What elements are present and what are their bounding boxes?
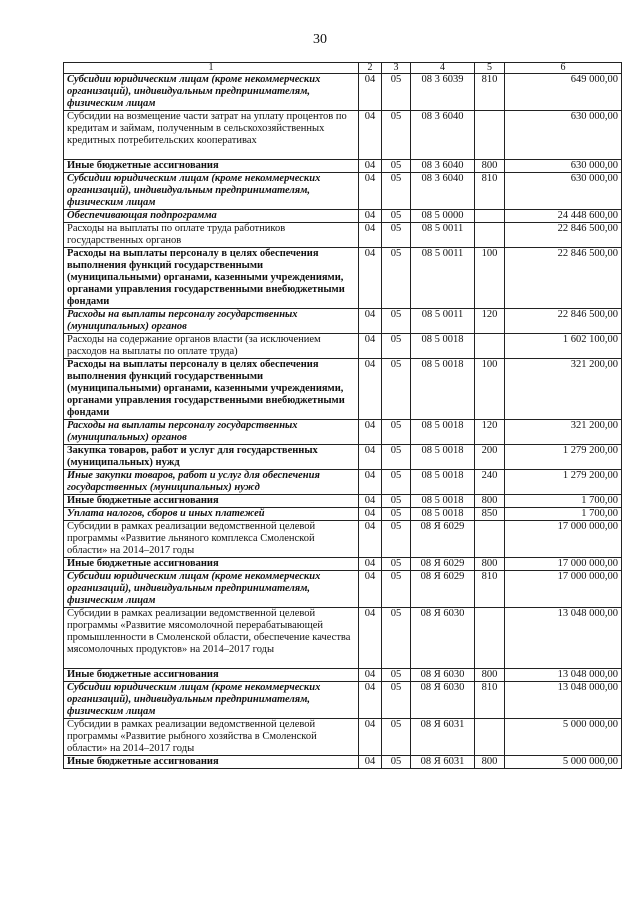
- table-row: [64, 521, 622, 558]
- expense-type-cell: 810: [475, 571, 505, 608]
- target-article-cell: 08 5 0018: [411, 445, 475, 470]
- target-article-cell: 08 Я 6031: [411, 719, 475, 756]
- table-row: [64, 111, 622, 160]
- table-header-row: [64, 63, 622, 74]
- row-name-cell: Расходы на выплаты персоналу в целях обеспечения выполнения функций государственными (муниципальными) органами, казенными учреждениями, органами управления государственными внебюджетными фондами: [64, 248, 359, 309]
- subsection-code-cell: 05: [382, 160, 411, 173]
- subsection-code-cell: 05: [382, 682, 411, 719]
- subsection-code-cell: 05: [382, 420, 411, 445]
- table-row: [64, 334, 622, 359]
- section-code-cell: 04: [359, 719, 382, 756]
- target-article-cell: 08 5 0018: [411, 359, 475, 420]
- section-code-cell: 04: [359, 571, 382, 608]
- target-article-cell: 08 5 0018: [411, 508, 475, 521]
- expense-type-cell: 850: [475, 508, 505, 521]
- expense-type-cell: 810: [475, 74, 505, 111]
- row-name-cell: Расходы на выплаты по оплате труда работников государственных органов: [64, 223, 359, 248]
- row-name-cell: Расходы на выплаты персоналу государственных (муниципальных) органов: [64, 309, 359, 334]
- amount-cell: 13 048 000,00: [505, 682, 622, 719]
- subsection-code-cell: 05: [382, 210, 411, 223]
- section-code-cell: 04: [359, 558, 382, 571]
- expense-type-cell: 120: [475, 309, 505, 334]
- subsection-code-cell: 05: [382, 359, 411, 420]
- row-name-cell: Субсидии юридическим лицам (кроме некоммерческих организаций), индивидуальным предпринимателям, физическим лицам: [64, 682, 359, 719]
- section-code-cell: 04: [359, 223, 382, 248]
- amount-cell: 17 000 000,00: [505, 558, 622, 571]
- subsection-code-cell: 05: [382, 571, 411, 608]
- row-name-cell: Обеспечивающая подпрограмма: [64, 210, 359, 223]
- table-row: [64, 470, 622, 495]
- table-row: [64, 160, 622, 173]
- expense-type-cell: 810: [475, 173, 505, 210]
- row-name-cell: Субсидии в рамках реализации ведомственной целевой программы «Развитие льняного комплекса Смоленской области» на 2014–2017 годы: [64, 521, 359, 558]
- section-code-cell: 04: [359, 248, 382, 309]
- section-code-cell: 04: [359, 420, 382, 445]
- header-col-4: 4: [411, 63, 475, 74]
- expense-type-cell: 810: [475, 682, 505, 719]
- subsection-code-cell: 05: [382, 558, 411, 571]
- expense-type-cell: [475, 223, 505, 248]
- amount-cell: 321 200,00: [505, 359, 622, 420]
- table-row: [64, 173, 622, 210]
- section-code-cell: 04: [359, 309, 382, 334]
- amount-cell: 1 700,00: [505, 495, 622, 508]
- section-code-cell: 04: [359, 445, 382, 470]
- section-code-cell: 04: [359, 682, 382, 719]
- table-row: [64, 756, 622, 769]
- table-row: [64, 248, 622, 309]
- expense-type-cell: [475, 608, 505, 669]
- table-row: [64, 508, 622, 521]
- expense-type-cell: 200: [475, 445, 505, 470]
- subsection-code-cell: 05: [382, 74, 411, 111]
- subsection-code-cell: 05: [382, 248, 411, 309]
- expense-type-cell: [475, 111, 505, 160]
- amount-cell: 1 279 200,00: [505, 470, 622, 495]
- section-code-cell: 04: [359, 521, 382, 558]
- subsection-code-cell: 05: [382, 334, 411, 359]
- amount-cell: 1 279 200,00: [505, 445, 622, 470]
- subsection-code-cell: 05: [382, 508, 411, 521]
- target-article-cell: 08 5 0018: [411, 334, 475, 359]
- target-article-cell: 08 Я 6030: [411, 669, 475, 682]
- table-row: [64, 571, 622, 608]
- target-article-cell: 08 3 6040: [411, 160, 475, 173]
- table-row: [64, 608, 622, 669]
- amount-cell: 630 000,00: [505, 160, 622, 173]
- section-code-cell: 04: [359, 173, 382, 210]
- expense-type-cell: [475, 334, 505, 359]
- amount-cell: 17 000 000,00: [505, 521, 622, 558]
- amount-cell: 22 846 500,00: [505, 309, 622, 334]
- subsection-code-cell: 05: [382, 223, 411, 248]
- row-name-cell: Расходы на выплаты персоналу в целях обеспечения выполнения функций государственными (муниципальными) органами, казенными учреждениями, органами управления государственными внебюджетными фондами: [64, 359, 359, 420]
- expense-type-cell: 800: [475, 669, 505, 682]
- target-article-cell: 08 5 0000: [411, 210, 475, 223]
- expense-type-cell: [475, 210, 505, 223]
- expense-type-cell: [475, 719, 505, 756]
- section-code-cell: 04: [359, 334, 382, 359]
- amount-cell: 24 448 600,00: [505, 210, 622, 223]
- row-name-cell: Субсидии на возмещение части затрат на уплату процентов по кредитам и займам, полученным в сельскохозяйственных кредитных потребительских кооперативах: [64, 111, 359, 160]
- subsection-code-cell: 05: [382, 470, 411, 495]
- page-number: 30: [313, 32, 327, 47]
- target-article-cell: 08 5 0018: [411, 470, 475, 495]
- table-row: [64, 74, 622, 111]
- table-body: [64, 74, 622, 769]
- expense-type-cell: 240: [475, 470, 505, 495]
- table-row: [64, 420, 622, 445]
- row-name-cell: Субсидии юридическим лицам (кроме некоммерческих организаций), индивидуальным предпринимателям, физическим лицам: [64, 571, 359, 608]
- amount-cell: 1 700,00: [505, 508, 622, 521]
- section-code-cell: 04: [359, 470, 382, 495]
- section-code-cell: 04: [359, 74, 382, 111]
- target-article-cell: 08 Я 6029: [411, 558, 475, 571]
- subsection-code-cell: 05: [382, 756, 411, 769]
- expense-type-cell: 100: [475, 248, 505, 309]
- subsection-code-cell: 05: [382, 521, 411, 558]
- row-name-cell: Иные бюджетные ассигнования: [64, 160, 359, 173]
- row-name-cell: Иные бюджетные ассигнования: [64, 495, 359, 508]
- row-name-cell: Субсидии юридическим лицам (кроме некоммерческих организаций), индивидуальным предпринимателям, физическим лицам: [64, 74, 359, 111]
- amount-cell: 630 000,00: [505, 173, 622, 210]
- expense-type-cell: 800: [475, 558, 505, 571]
- subsection-code-cell: 05: [382, 669, 411, 682]
- target-article-cell: 08 3 6040: [411, 111, 475, 160]
- section-code-cell: 04: [359, 756, 382, 769]
- table-row: [64, 558, 622, 571]
- table-row: [64, 445, 622, 470]
- row-name-cell: Субсидии юридическим лицам (кроме некоммерческих организаций), индивидуальным предпринимателям, физическим лицам: [64, 173, 359, 210]
- target-article-cell: 08 3 6039: [411, 74, 475, 111]
- target-article-cell: 08 3 6040: [411, 173, 475, 210]
- amount-cell: 22 846 500,00: [505, 223, 622, 248]
- subsection-code-cell: 05: [382, 173, 411, 210]
- section-code-cell: 04: [359, 508, 382, 521]
- target-article-cell: 08 Я 6029: [411, 521, 475, 558]
- row-name-cell: Субсидии в рамках реализации ведомственной целевой программы «Развитие рыбного хозяйства в Смоленской области» на 2014–2017 годы: [64, 719, 359, 756]
- subsection-code-cell: 05: [382, 111, 411, 160]
- expense-type-cell: 120: [475, 420, 505, 445]
- amount-cell: 13 048 000,00: [505, 608, 622, 669]
- row-name-cell: Субсидии в рамках реализации ведомственной целевой программы «Развитие мясомолочной перерабатывающей промышленности в Смоленской области, обеспечение качества мясомолочных продуктов» на 2014–2017 годы: [64, 608, 359, 669]
- amount-cell: 17 000 000,00: [505, 571, 622, 608]
- table-row: [64, 682, 622, 719]
- header-col-1: 1: [64, 63, 359, 74]
- row-name-cell: Расходы на выплаты персоналу государственных (муниципальных) органов: [64, 420, 359, 445]
- target-article-cell: 08 5 0011: [411, 248, 475, 309]
- target-article-cell: 08 Я 6031: [411, 756, 475, 769]
- amount-cell: 5 000 000,00: [505, 719, 622, 756]
- table-row: [64, 719, 622, 756]
- target-article-cell: 08 5 0011: [411, 309, 475, 334]
- amount-cell: 13 048 000,00: [505, 669, 622, 682]
- amount-cell: 630 000,00: [505, 111, 622, 160]
- subsection-code-cell: 05: [382, 445, 411, 470]
- target-article-cell: 08 Я 6029: [411, 571, 475, 608]
- row-name-cell: Иные бюджетные ассигнования: [64, 558, 359, 571]
- row-name-cell: Закупка товаров, работ и услуг для государственных (муниципальных) нужд: [64, 445, 359, 470]
- section-code-cell: 04: [359, 359, 382, 420]
- header-col-3: 3: [382, 63, 411, 74]
- subsection-code-cell: 05: [382, 495, 411, 508]
- row-name-cell: Иные закупки товаров, работ и услуг для обеспечения государственных (муниципальных) нужд: [64, 470, 359, 495]
- section-code-cell: 04: [359, 210, 382, 223]
- table-row: [64, 359, 622, 420]
- header-col-6: 6: [505, 63, 622, 74]
- row-name-cell: Иные бюджетные ассигнования: [64, 669, 359, 682]
- amount-cell: 5 000 000,00: [505, 756, 622, 769]
- amount-cell: 22 846 500,00: [505, 248, 622, 309]
- target-article-cell: 08 5 0011: [411, 223, 475, 248]
- row-name-cell: Иные бюджетные ассигнования: [64, 756, 359, 769]
- header-col-5: 5: [475, 63, 505, 74]
- amount-cell: 321 200,00: [505, 420, 622, 445]
- table-row: [64, 495, 622, 508]
- target-article-cell: 08 Я 6030: [411, 682, 475, 719]
- target-article-cell: 08 5 0018: [411, 495, 475, 508]
- subsection-code-cell: 05: [382, 719, 411, 756]
- subsection-code-cell: 05: [382, 608, 411, 669]
- expense-type-cell: 800: [475, 756, 505, 769]
- row-name-cell: Уплата налогов, сборов и иных платежей: [64, 508, 359, 521]
- target-article-cell: 08 5 0018: [411, 420, 475, 445]
- target-article-cell: 08 Я 6030: [411, 608, 475, 669]
- amount-cell: 1 602 100,00: [505, 334, 622, 359]
- amount-cell: 649 000,00: [505, 74, 622, 111]
- budget-table: [63, 62, 622, 769]
- expense-type-cell: [475, 521, 505, 558]
- expense-type-cell: 800: [475, 495, 505, 508]
- subsection-code-cell: 05: [382, 309, 411, 334]
- section-code-cell: 04: [359, 608, 382, 669]
- table-row: [64, 223, 622, 248]
- row-name-cell: Расходы на содержание органов власти (за исключением расходов на выплаты по оплате труда): [64, 334, 359, 359]
- table-row: [64, 210, 622, 223]
- section-code-cell: 04: [359, 111, 382, 160]
- section-code-cell: 04: [359, 669, 382, 682]
- expense-type-cell: 100: [475, 359, 505, 420]
- header-col-2: 2: [359, 63, 382, 74]
- table-row: [64, 669, 622, 682]
- section-code-cell: 04: [359, 160, 382, 173]
- table-row: [64, 309, 622, 334]
- section-code-cell: 04: [359, 495, 382, 508]
- expense-type-cell: 800: [475, 160, 505, 173]
